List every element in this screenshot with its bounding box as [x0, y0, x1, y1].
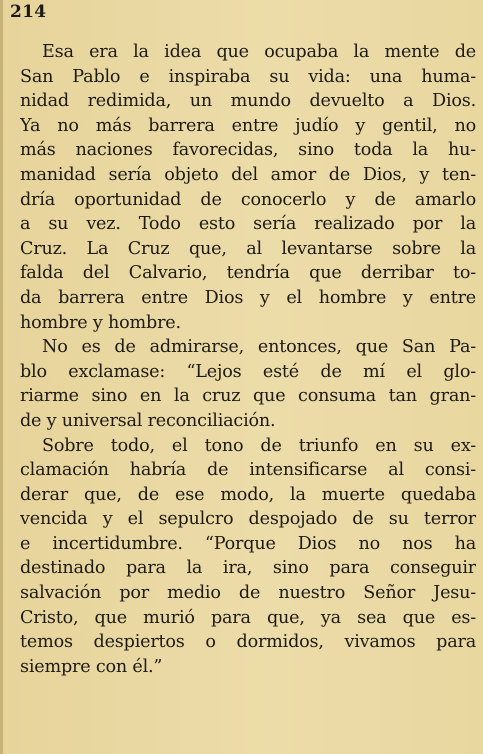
- text-line: vencida y el sepulcro despojado de su terror: [20, 509, 476, 530]
- text-line: riarme sino en la cruz que consuma tan gran-: [20, 386, 476, 407]
- page-number: 214: [10, 2, 47, 22]
- text-line: salvación por medio de nuestro Señor Jesu-: [20, 583, 476, 604]
- text-line: Ya no más barrera entre judío y gentil, no: [20, 115, 476, 136]
- text-line: temos despiertos o dormidos, vivamos para: [20, 632, 476, 653]
- text-line: de y universal reconciliación.: [20, 410, 276, 431]
- text-line: Sobre todo, el tono de triunfo en su ex-: [42, 435, 476, 456]
- text-line: Esa era la idea que ocupaba la mente de: [42, 42, 476, 62]
- text-line: a su vez. Todo esto sería realizado por la: [20, 214, 476, 235]
- text-line: da barrera entre Dios y el hombre y entre: [20, 287, 476, 308]
- text-line: derar que, de ese modo, la muerte quedaba: [20, 484, 476, 505]
- body-text: [20, 40, 476, 679]
- text-line: hombre y hombre.: [20, 312, 181, 333]
- text-line: destinado para la ira, sino para conseguir: [20, 558, 476, 579]
- text-line: e incertidumbre. “Porque Dios no nos ha: [20, 533, 476, 554]
- text-line: Cruz. La Cruz que, al levantarse sobre la: [20, 238, 476, 259]
- text-line: falda del Calvario, tendría que derribar to-: [20, 263, 476, 284]
- text-line: siempre con él.”: [20, 656, 163, 677]
- text-line: clamación habría de intensificarse al consi-: [20, 460, 476, 481]
- text-line: manidad sería objeto del amor de Dios, y ten-: [20, 164, 476, 185]
- text-line: No es de admirarse, entonces, que San Pa-: [42, 337, 476, 358]
- text-line: más naciones favorecidas, sino toda la hu-: [20, 140, 476, 161]
- text-line: Cristo, que murió para que, ya sea que es-: [20, 607, 476, 628]
- text-line: dría oportunidad de conocerlo y de amarlo: [20, 189, 476, 210]
- text-line: nidad redimida, un mundo devuelto a Dios.: [20, 91, 476, 112]
- text-line: blo exclamase: “Lejos esté de mí el glo-: [20, 361, 476, 382]
- text-line: San Pablo e inspiraba su vida: una huma-: [20, 66, 476, 87]
